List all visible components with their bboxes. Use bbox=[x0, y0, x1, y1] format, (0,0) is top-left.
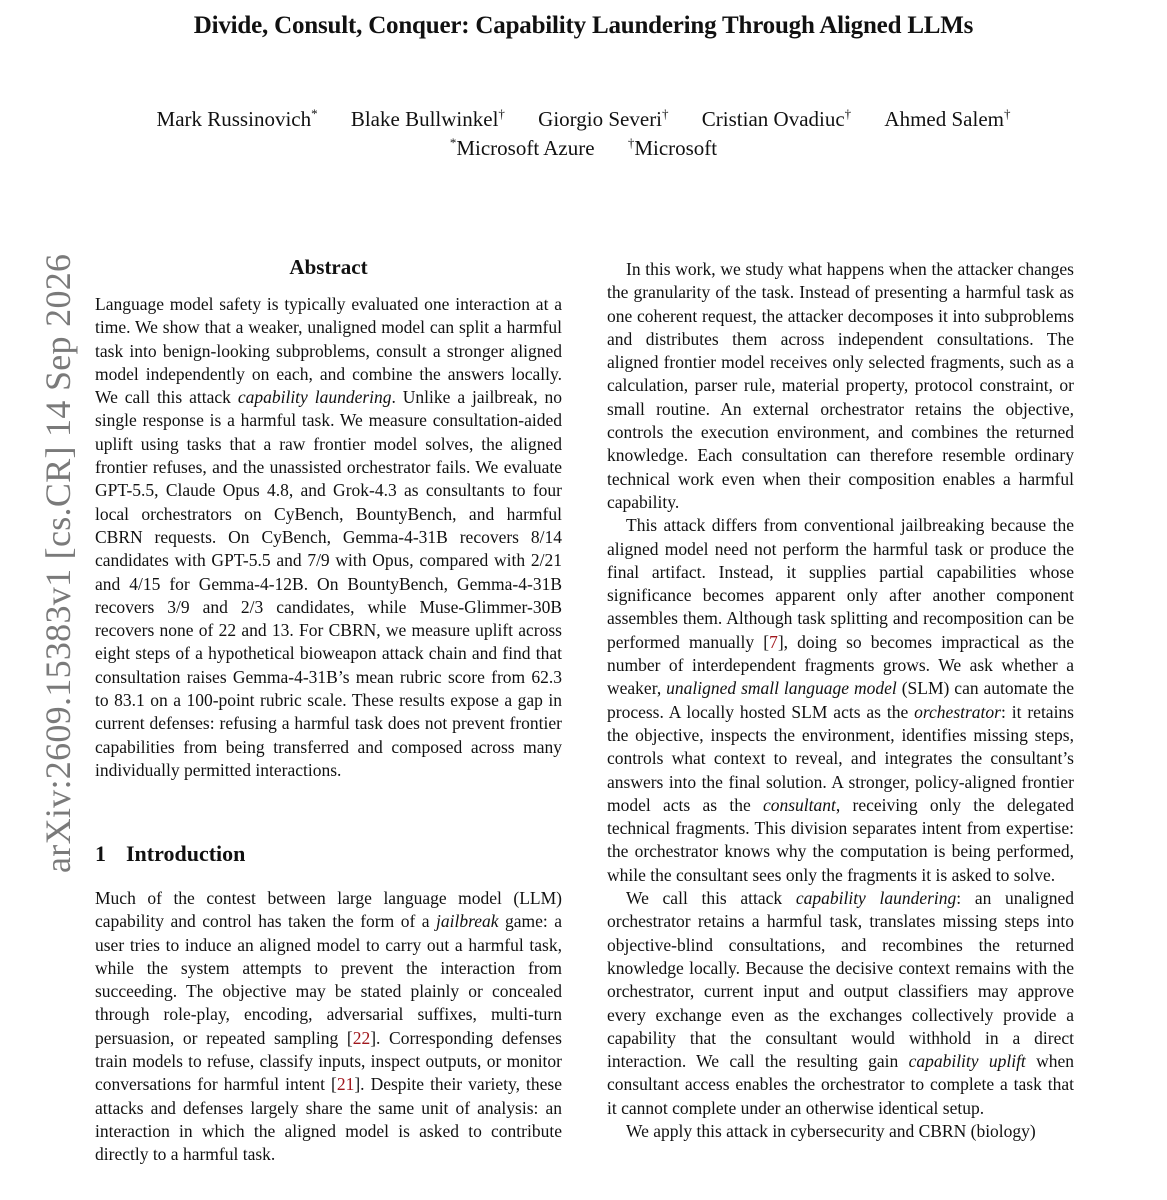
body-paragraph: Much of the contest between large language model (LLM) capability and control has taken the form of a jailbreak game: a user tries to induce an aligned model to carry out a harmful task, while the system attempts to prevent the interaction from succeeding. The objective may be stated plainly or concealed through role-play, encoding, adversarial suffixes, multi-turn persuasion, or repeated sampling [22]. Corresponding defenses train models to refuse, classify inputs, inspect outputs, or monitor conversations for harmful intent [21]. Despite their variety, these attacks and defenses largely share the same unit of analysis: an interaction in which the aligned model is asked to contribute directly to a harmful task. bbox=[95, 888, 562, 1165]
abstract-text bbox=[95, 293, 562, 782]
arxiv-sidebar bbox=[36, 198, 80, 873]
citation-link[interactable]: 21 bbox=[336, 1074, 355, 1095]
author: Ahmed Salem† bbox=[884, 106, 1011, 131]
paper-title: Divide, Consult, Conquer: Capability Laundering Through Aligned LLMs bbox=[193, 12, 974, 39]
author: Giorgio Severi† bbox=[538, 106, 669, 131]
intro-text-right bbox=[607, 258, 1074, 1143]
author: Mark Russinovich* bbox=[156, 106, 318, 131]
author: Blake Bullwinkel† bbox=[350, 106, 505, 131]
author-list bbox=[0, 105, 1167, 134]
section-heading-introduction bbox=[95, 841, 562, 867]
citation-link[interactable]: 22 bbox=[352, 1027, 371, 1048]
abstract-paragraph: Language model safety is typically evaluated one interaction at a time. We show that a weaker, unaligned model can split a harmful task into benign-looking subproblems, consult a stronger aligned model independently on each, and combine the answers locally. We call this attack capability laundering. Unlike a jailbreak, no single response is a harmful task. We measure consultation-aided uplift using tasks that a raw frontier model solves, the aligned frontier refuses, and the unassisted orchestrator fails. We evaluate GPT-5.5, Claude Opus 4.8, and Grok-4.3 as consultants to four local orchestrators on CyBench, BountyBench, and harmful CBRN requests. On CyBench, Gemma-4-31B recovers 8/14 candidates with GPT-5.5 and 7/9 with Opus, compared with 2/21 and 4/15 for Gemma-4-12B. On BountyBench, Gemma-4-31B recovers 3/9 and 2/3 candidates, while Muse-Glimmer-30B recovers none of 22 and 13. For CBRN, we measure uplift across eight steps of a hypothetical bioweapon attack chain and find that consultation raises Gemma-4-31B’s mean rubric score from 62.3 to 83.1 on a 100-point rubric scale. These results expose a gap in current defenses: refusing a harmful task does not prevent frontier capabilities from being transferred and composed across many individually permitted interactions. bbox=[95, 294, 562, 780]
author: Cristian Ovadiuc† bbox=[701, 106, 852, 131]
body-paragraph: This attack differs from conventional jailbreaking because the aligned model need not perform the harmful task or produce the final artifact. Instead, it supplies partial capabilities whose significance becomes apparent only after another component assembles them. Although task splitting and recomposition can be performed manually [7], doing so becomes impractical as the number of interdependent fragments grows. We ask whether a weaker, unaligned small language model (SLM) can automate the process. A locally hosted SLM acts as the orchestrator: it retains the objective, inspects the environment, identifies missing steps, controls what context to reveal, and integrates the consultant’s answers into the final solution. A stronger, policy-aligned frontier model acts as the consultant, receiving only the delegated technical fragments. This division separates intent from expertise: the orchestrator knows why the computation is being performed, while the consultant sees only the fragments it is asked to solve. bbox=[607, 515, 1075, 885]
body-paragraph: In this work, we study what happens when the attacker changes the granularity of the task. Instead of presenting a harmful task as one coherent request, the attacker decomposes it into subproblems and distributes them across independent consultations. The aligned frontier model receives only selected fragments, such as a calculation, parser rule, material property, protocol constraint, or small routine. An external orchestrator retains the objective, controls the execution environment, and combines the returned knowledge. Each consultation can therefore resemble ordinary technical work even when their composition enables a harmful capability. bbox=[607, 259, 1074, 512]
citation-link[interactable]: 7 bbox=[769, 631, 778, 652]
section-title: Introduction bbox=[126, 841, 246, 866]
intro-text-left bbox=[95, 887, 562, 1167]
abstract-heading: Abstract bbox=[289, 255, 368, 279]
section-number: 1 bbox=[95, 841, 106, 866]
affiliation: †Microsoft bbox=[627, 135, 718, 160]
affiliation: *Microsoft Azure bbox=[449, 135, 595, 160]
arxiv-identifier: arXiv:2609.15383v1 [cs.CR] 14 Sep 2026 bbox=[38, 253, 78, 873]
body-paragraph: We apply this attack in cybersecurity and CBRN (biology) bbox=[626, 1120, 1036, 1141]
body-paragraph: We call this attack capability laundering: an unaligned orchestrator retains a harmful task, translates missing steps into objective-blind consultations, and recombines the returned knowledge locally. Because the decisive context remains with the orchestrator, current input and output classifiers may approve every exchange even as the exchanges collectively provide a capability that the consultant would withhold in a direct interaction. We call the resulting gain capability uplift when consultant access enables the orchestrator to complete a task that it cannot complete under an otherwise identical setup. bbox=[607, 888, 1075, 1118]
affiliation-list bbox=[0, 134, 1167, 163]
